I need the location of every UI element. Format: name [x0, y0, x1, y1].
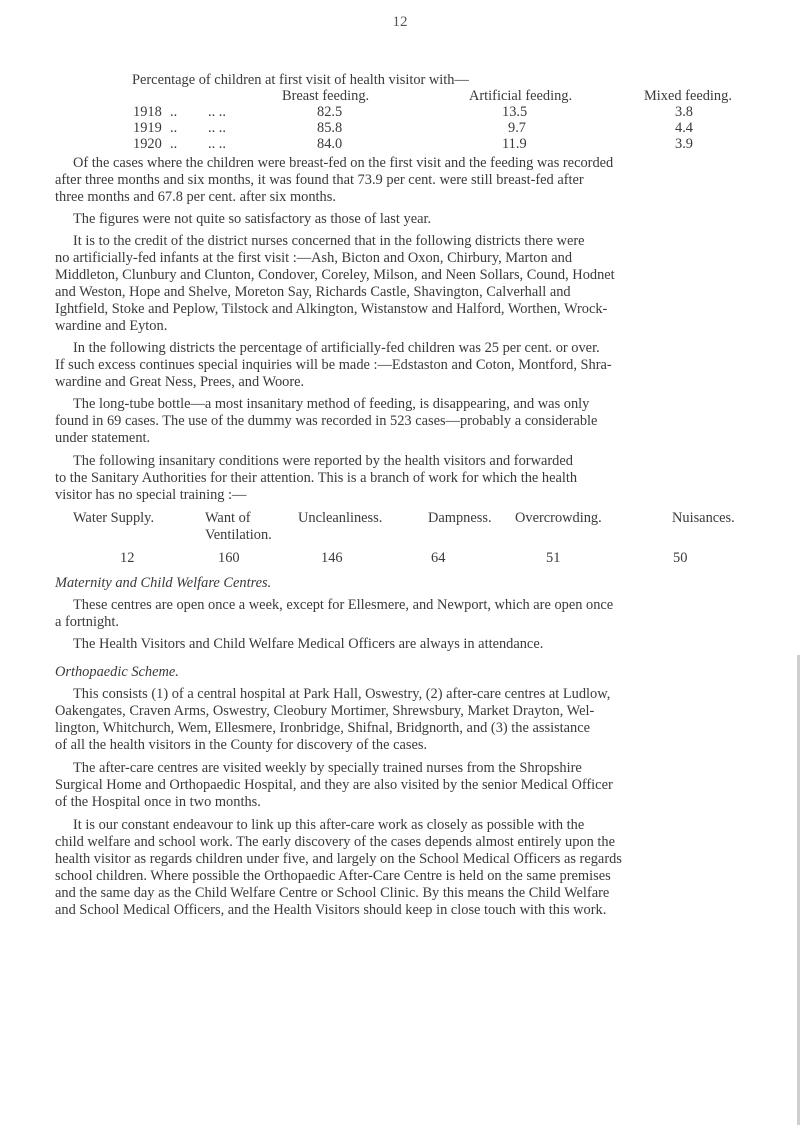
p5-line-2: found in 69 cases. The use of the dummy was recorded in 523 cases—probably a considerable: [55, 413, 598, 429]
table1-row-1920-leader: ..: [170, 136, 178, 152]
table1-row-1918-leader2: .. ..: [208, 104, 226, 120]
p10-line-3: of the Hospital once in two months.: [55, 794, 261, 810]
p7-line-2: a fortnight.: [55, 614, 119, 630]
p3-line-1: It is to the credit of the district nurses concerned that in the following districts there were: [73, 233, 585, 249]
p9-line-1: This consists (1) of a central hospital at Park Hall, Oswestry, (2) after-care centres at Ludlow,: [73, 686, 611, 702]
table2-value-uncleanliness: 146: [321, 550, 343, 566]
table1-row-1918-artificial: 13.5: [502, 104, 528, 120]
table2-header-ventilation: Want of: [205, 510, 251, 526]
heading-maternity: Maternity and Child Welfare Centres.: [55, 575, 272, 591]
table2-header-overcrowding: Overcrowding.: [515, 510, 602, 526]
table1-row-1920-leader2: .. ..: [208, 136, 226, 152]
table1-title: Percentage of children at first visit of health visitor with—: [132, 72, 469, 88]
table2-header-uncleanliness: Uncleanliness.: [298, 510, 383, 526]
p11-line-3: health visitor as regards children under five, and largely on the School Medical Officers as regards: [55, 851, 622, 867]
page-number: 12: [392, 14, 408, 30]
p2-line-1: The figures were not quite so satisfactory as those of last year.: [73, 211, 432, 227]
p9-line-2: Oakengates, Craven Arms, Oswestry, Cleobury Mortimer, Shrewsbury, Market Drayton, Wel-: [55, 703, 595, 719]
p6-line-3: visitor has no special training :—: [55, 487, 247, 503]
p11-line-6: and School Medical Officers, and the Health Visitors should keep in close touch with this work.: [55, 902, 607, 918]
table2-value-overcrowding: 51: [546, 550, 561, 566]
table2-header-nuisances: Nuisances.: [672, 510, 735, 526]
p6-line-1: The following insanitary conditions were reported by the health visitors and forwarded: [73, 453, 573, 469]
p9-line-3: lington, Whitchurch, Wem, Ellesmere, Ironbridge, Shifnal, Bridgnorth, and (3) the assistance: [55, 720, 591, 736]
table2-value-dampness: 64: [431, 550, 446, 566]
p9-line-4: of all the health visitors in the County for discovery of the cases.: [55, 737, 428, 753]
p3-line-4: and Weston, Hope and Shelve, Moreton Say, Richards Castle, Shavington, Calverhall and: [55, 284, 571, 300]
p11-line-5: and the same day as the Child Welfare Centre or School Clinic. By this means the Child Welfare: [55, 885, 610, 901]
table1-row-1920-artificial: 11.9: [502, 136, 527, 152]
p5-line-3: under statement.: [55, 430, 151, 446]
p1-line-3: three months and 67.8 per cent. after six months.: [55, 189, 336, 205]
table1-row-1919-mixed: 4.4: [675, 120, 693, 136]
p10-line-1: The after-care centres are visited weekly by specially trained nurses from the Shropshire: [73, 760, 582, 776]
table2-header-water: Water Supply.: [73, 510, 155, 526]
p4-line-1: In the following districts the percentage of artificially-fed children was 25 per cent. or over.: [73, 340, 600, 356]
p1-line-2: after three months and six months, it was found that 73.9 per cent. were still breast-fed after: [55, 172, 584, 188]
table2-header-ventilation-2: Ventilation.: [205, 527, 272, 543]
table1-header-breast: Breast feeding.: [282, 88, 370, 104]
table1-header-artificial: Artificial feeding.: [469, 88, 573, 104]
p11-line-1: It is our constant endeavour to link up this after-care work as closely as possible with the: [73, 817, 585, 833]
p5-line-1: The long-tube bottle—a most insanitary method of feeding, is disappearing, and was only: [73, 396, 590, 412]
p10-line-2: Surgical Home and Orthopaedic Hospital, and they are also visited by the senior Medical Officer: [55, 777, 613, 793]
p4-line-2: If such excess continues special inquiries will be made :—Edstaston and Coton, Montford, Shra-: [55, 357, 612, 373]
p4-line-3: wardine and Great Ness, Prees, and Woore.: [55, 374, 305, 390]
table1-row-1918-leader: ..: [170, 104, 178, 120]
table2-value-ventilation: 160: [218, 550, 240, 566]
p7-line-1: These centres are open once a week, except for Ellesmere, and Newport, which are open once: [73, 597, 614, 613]
table1-row-1918-year: 1918: [133, 104, 162, 120]
table1-row-1919-leader: ..: [170, 120, 178, 136]
p3-line-2: no artificially-fed infants at the first visit :—Ash, Bicton and Oxon, Chirbury, Marton and: [55, 250, 573, 266]
table2-value-water: 12: [120, 550, 135, 566]
table1-header-mixed: Mixed feeding.: [644, 88, 732, 104]
table1-row-1918-breast: 82.5: [317, 104, 343, 120]
p6-line-2: to the Sanitary Authorities for their attention. This is a branch of work for which the health: [55, 470, 578, 486]
table2-header-dampness: Dampness.: [428, 510, 492, 526]
table1-row-1919-artificial: 9.7: [508, 120, 526, 136]
table1-row-1920-mixed: 3.9: [675, 136, 693, 152]
p11-line-2: child welfare and school work. The early discovery of the cases depends almost entirely upon the: [55, 834, 615, 850]
p11-line-4: school children. Where possible the Orthopaedic After-Care Centre is held on the same premises: [55, 868, 611, 884]
table1-row-1918-mixed: 3.8: [675, 104, 693, 120]
table1-row-1919-breast: 85.8: [317, 120, 343, 136]
p3-line-6: wardine and Eyton.: [55, 318, 168, 334]
p3-line-3: Middleton, Clunbury and Clunton, Condover, Coreley, Milson, and Neen Sollars, Cound, Hodnet: [55, 267, 615, 283]
table1-row-1920-year: 1920: [133, 136, 162, 152]
table1-row-1919-year: 1919: [133, 120, 162, 136]
heading-orthopaedic: Orthopaedic Scheme.: [55, 664, 179, 680]
p8-line-1: The Health Visitors and Child Welfare Medical Officers are always in attendance.: [73, 636, 544, 652]
table1-row-1920-breast: 84.0: [317, 136, 343, 152]
table2-value-nuisances: 50: [673, 550, 688, 566]
p3-line-5: Ightfield, Stoke and Peplow, Tilstock and Alkington, Wistanstow and Halford, Worthen, Wrock-: [55, 301, 608, 317]
p1-line-1: Of the cases where the children were breast-fed on the first visit and the feeding was recorded: [73, 155, 614, 171]
table1-row-1919-leader2: .. ..: [208, 120, 226, 136]
